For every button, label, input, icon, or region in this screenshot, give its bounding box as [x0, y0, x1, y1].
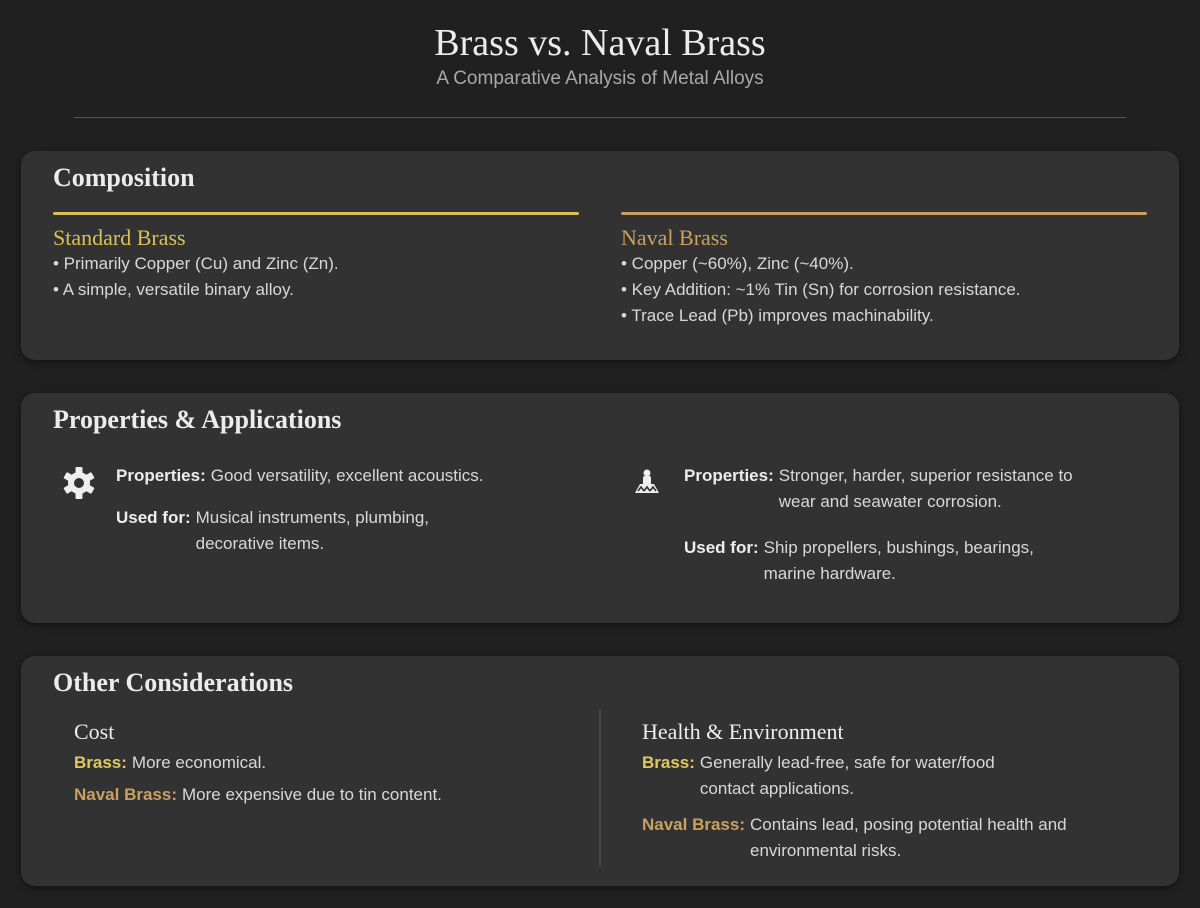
page-title: Brass vs. Naval Brass	[434, 22, 766, 64]
naval-brass-accent-rule	[621, 212, 1147, 215]
properties-row	[116, 463, 581, 489]
naval-brass-bullet: • Key Addition: ~1% Tin (Sn) for corrosion resistance.	[621, 280, 1021, 299]
cost-brass-text: More economical.	[131, 753, 267, 772]
properties-text: Good versatility, excellent acoustics.	[210, 466, 484, 485]
ship-icon	[629, 465, 665, 501]
properties-text: Stronger, harder, superior resistance to wear and seawater corrosion.	[778, 466, 1073, 511]
standard-brass-properties	[61, 463, 581, 573]
column-divider	[599, 709, 601, 866]
naval-brass-bullet: • Trace Lead (Pb) improves machinability.	[621, 306, 934, 325]
brass-label: Brass:	[74, 753, 127, 772]
used-for-row	[116, 505, 581, 557]
properties-label: Properties:	[684, 466, 774, 485]
naval-brass-label: Naval Brass:	[74, 785, 178, 804]
cost-column	[74, 718, 574, 814]
cost-heading: Cost	[74, 719, 115, 744]
cost-naval-text: More expensive due to tin content.	[182, 785, 442, 804]
naval-brass-heading: Naval Brass	[621, 225, 728, 250]
properties-title: Properties & Applications	[53, 405, 342, 434]
standard-brass-heading: Standard Brass	[53, 225, 186, 250]
standard-brass-column	[53, 212, 579, 303]
used-for-text: Ship propellers, bushings, bearings, marine hardware.	[763, 538, 1034, 583]
standard-brass-accent-rule	[53, 212, 579, 215]
naval-brass-column	[621, 212, 1147, 329]
standard-brass-bullet: • A simple, versatile binary alloy.	[53, 280, 294, 299]
cost-brass-row	[74, 750, 574, 776]
used-for-row	[684, 535, 1149, 587]
other-considerations-card	[21, 656, 1179, 886]
properties-card	[21, 393, 1179, 623]
naval-brass-bullet: • Copper (~60%), Zinc (~40%).	[621, 254, 854, 273]
naval-brass-label: Naval Brass:	[642, 815, 746, 834]
used-for-text: Musical instruments, plumbing, decorative items.	[195, 508, 429, 553]
page-header	[0, 0, 1200, 92]
properties-label: Properties:	[116, 466, 206, 485]
health-environment-heading: Health & Environment	[642, 719, 844, 744]
composition-title: Composition	[53, 163, 195, 192]
naval-brass-properties	[629, 463, 1149, 603]
used-for-label: Used for:	[684, 538, 759, 557]
brass-label: Brass:	[642, 753, 695, 772]
cost-naval-row	[74, 782, 574, 808]
other-considerations-title: Other Considerations	[53, 668, 294, 697]
page-subtitle: A Comparative Analysis of Metal Alloys	[436, 68, 764, 89]
properties-row	[684, 463, 1149, 515]
health-brass-row	[642, 750, 1122, 802]
health-environment-column	[642, 718, 1122, 870]
composition-card	[21, 151, 1179, 360]
health-brass-text: Generally lead-free, safe for water/food contact applications.	[699, 753, 995, 798]
standard-brass-bullet: • Primarily Copper (Cu) and Zinc (Zn).	[53, 254, 339, 273]
gear-icon	[61, 465, 97, 501]
header-divider	[74, 117, 1126, 118]
health-naval-text: Contains lead, posing potential health and environmental risks.	[750, 815, 1067, 860]
used-for-label: Used for:	[116, 508, 191, 527]
health-naval-row	[642, 812, 1122, 864]
